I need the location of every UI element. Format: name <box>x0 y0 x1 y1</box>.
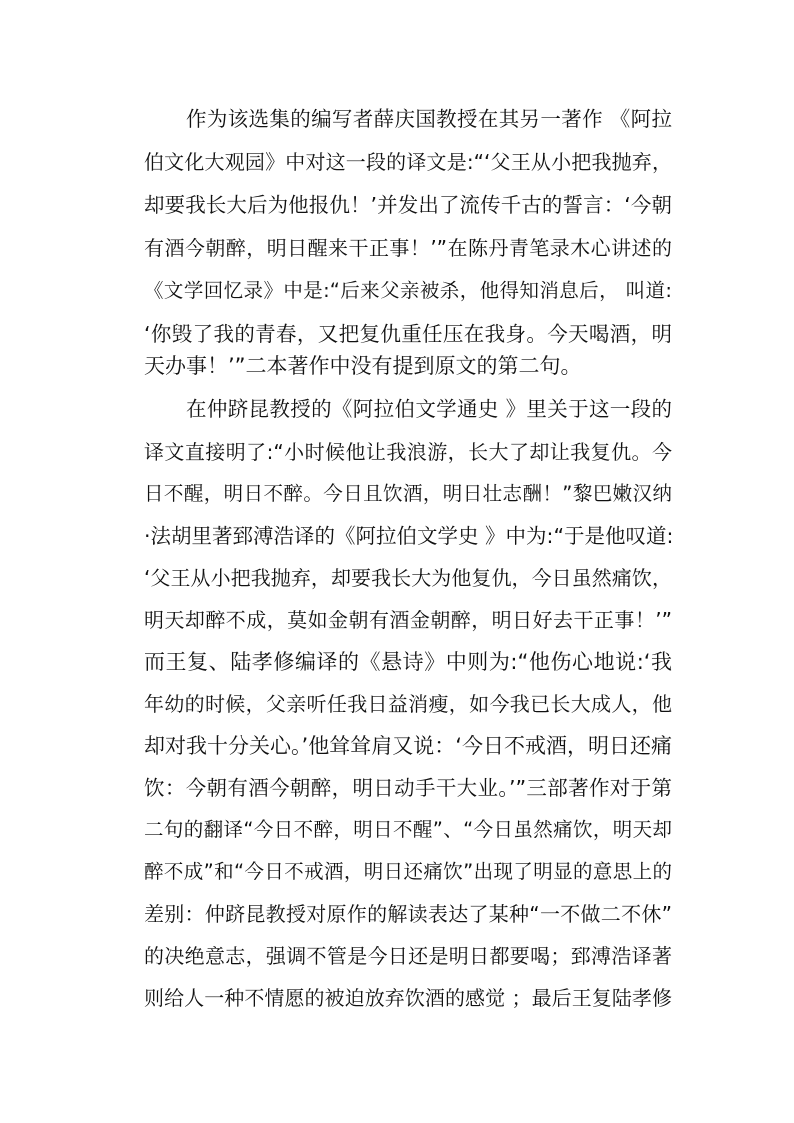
text-line: 则给人一种不情愿的被迫放弃饮酒的感觉 ；最后王复陆孝修 <box>144 986 672 1010</box>
text-line: ·法胡里著郅溥浩译的《阿拉伯文学史 》中为:“于是他叹道: <box>144 524 674 548</box>
text-line: 日不醒，明日不醉。今日且饮酒，明日壮志酬！”黎巴嫩汉纳 <box>144 482 672 505</box>
text-line: ‘父王从小把我抛弃，却要我长大为他复仇，今日虽然痛饮， <box>144 566 672 590</box>
text-line: 有酒今朝醉，明日醒来干正事！’”在陈丹青笔录木心讲述的 <box>144 236 672 260</box>
text-line: 年幼的时候，父亲听任我日益消瘦，如今我已长大成人，他 <box>144 692 672 716</box>
text-line: 在仲跻昆教授的《阿拉伯文学通史 》里关于这一段的 <box>186 397 672 421</box>
text-line: ‘你毁了我的青春，又把复仇重任压在我身。今天喝酒，明 <box>144 322 672 346</box>
text-line: 却要我长大后为他报仇！’并发出了流传千古的誓言：‘今朝 <box>144 193 672 217</box>
text-line: 而王复、陆孝修编译的《悬诗》中则为:“他伤心地说:‘我 <box>144 650 672 674</box>
text-line: 差别：仲跻昆教授对原作的解读表达了某种“一不做二不休” <box>144 902 672 926</box>
text-line: 醉不成”和“今日不戒酒，明日还痛饮”出现了明显的意思上的 <box>144 860 672 883</box>
text-line: 明天却醉不成，莫如金朝有酒金朝醉，明日好去干正事！’” <box>144 608 672 632</box>
text-line: 作为该选集的编写者薛庆国教授在其另一著作 《阿拉 <box>186 107 672 131</box>
text-line: 天办事！’”二本著作中没有提到原文的第二句。 <box>144 354 582 378</box>
text-line: 却对我十分关心。’他耸耸肩又说：‘今日不戒酒，明日还痛 <box>144 734 672 758</box>
text-line: 译文直接明了:“小时候他让我浪游，长大了却让我复仇。今 <box>144 440 672 464</box>
text-line: 二句的翻译“今日不醉，明日不醒”、“今日虽然痛饮，明天却 <box>144 818 672 841</box>
text-line: 的决绝意志，强调不管是今日还是明日都要喝；郅溥浩译著 <box>144 944 672 968</box>
text-line: 饮：今朝有酒今朝醉，明日动手干大业。’”三部著作对于第 <box>144 776 672 800</box>
text-line: 伯文化大观园》中对这一段的译文是:“‘父王从小把我抛弃， <box>144 150 672 174</box>
text-line: 《文学回忆录》中是:“后来父亲被杀，他得知消息后， 叫道: <box>144 279 672 302</box>
